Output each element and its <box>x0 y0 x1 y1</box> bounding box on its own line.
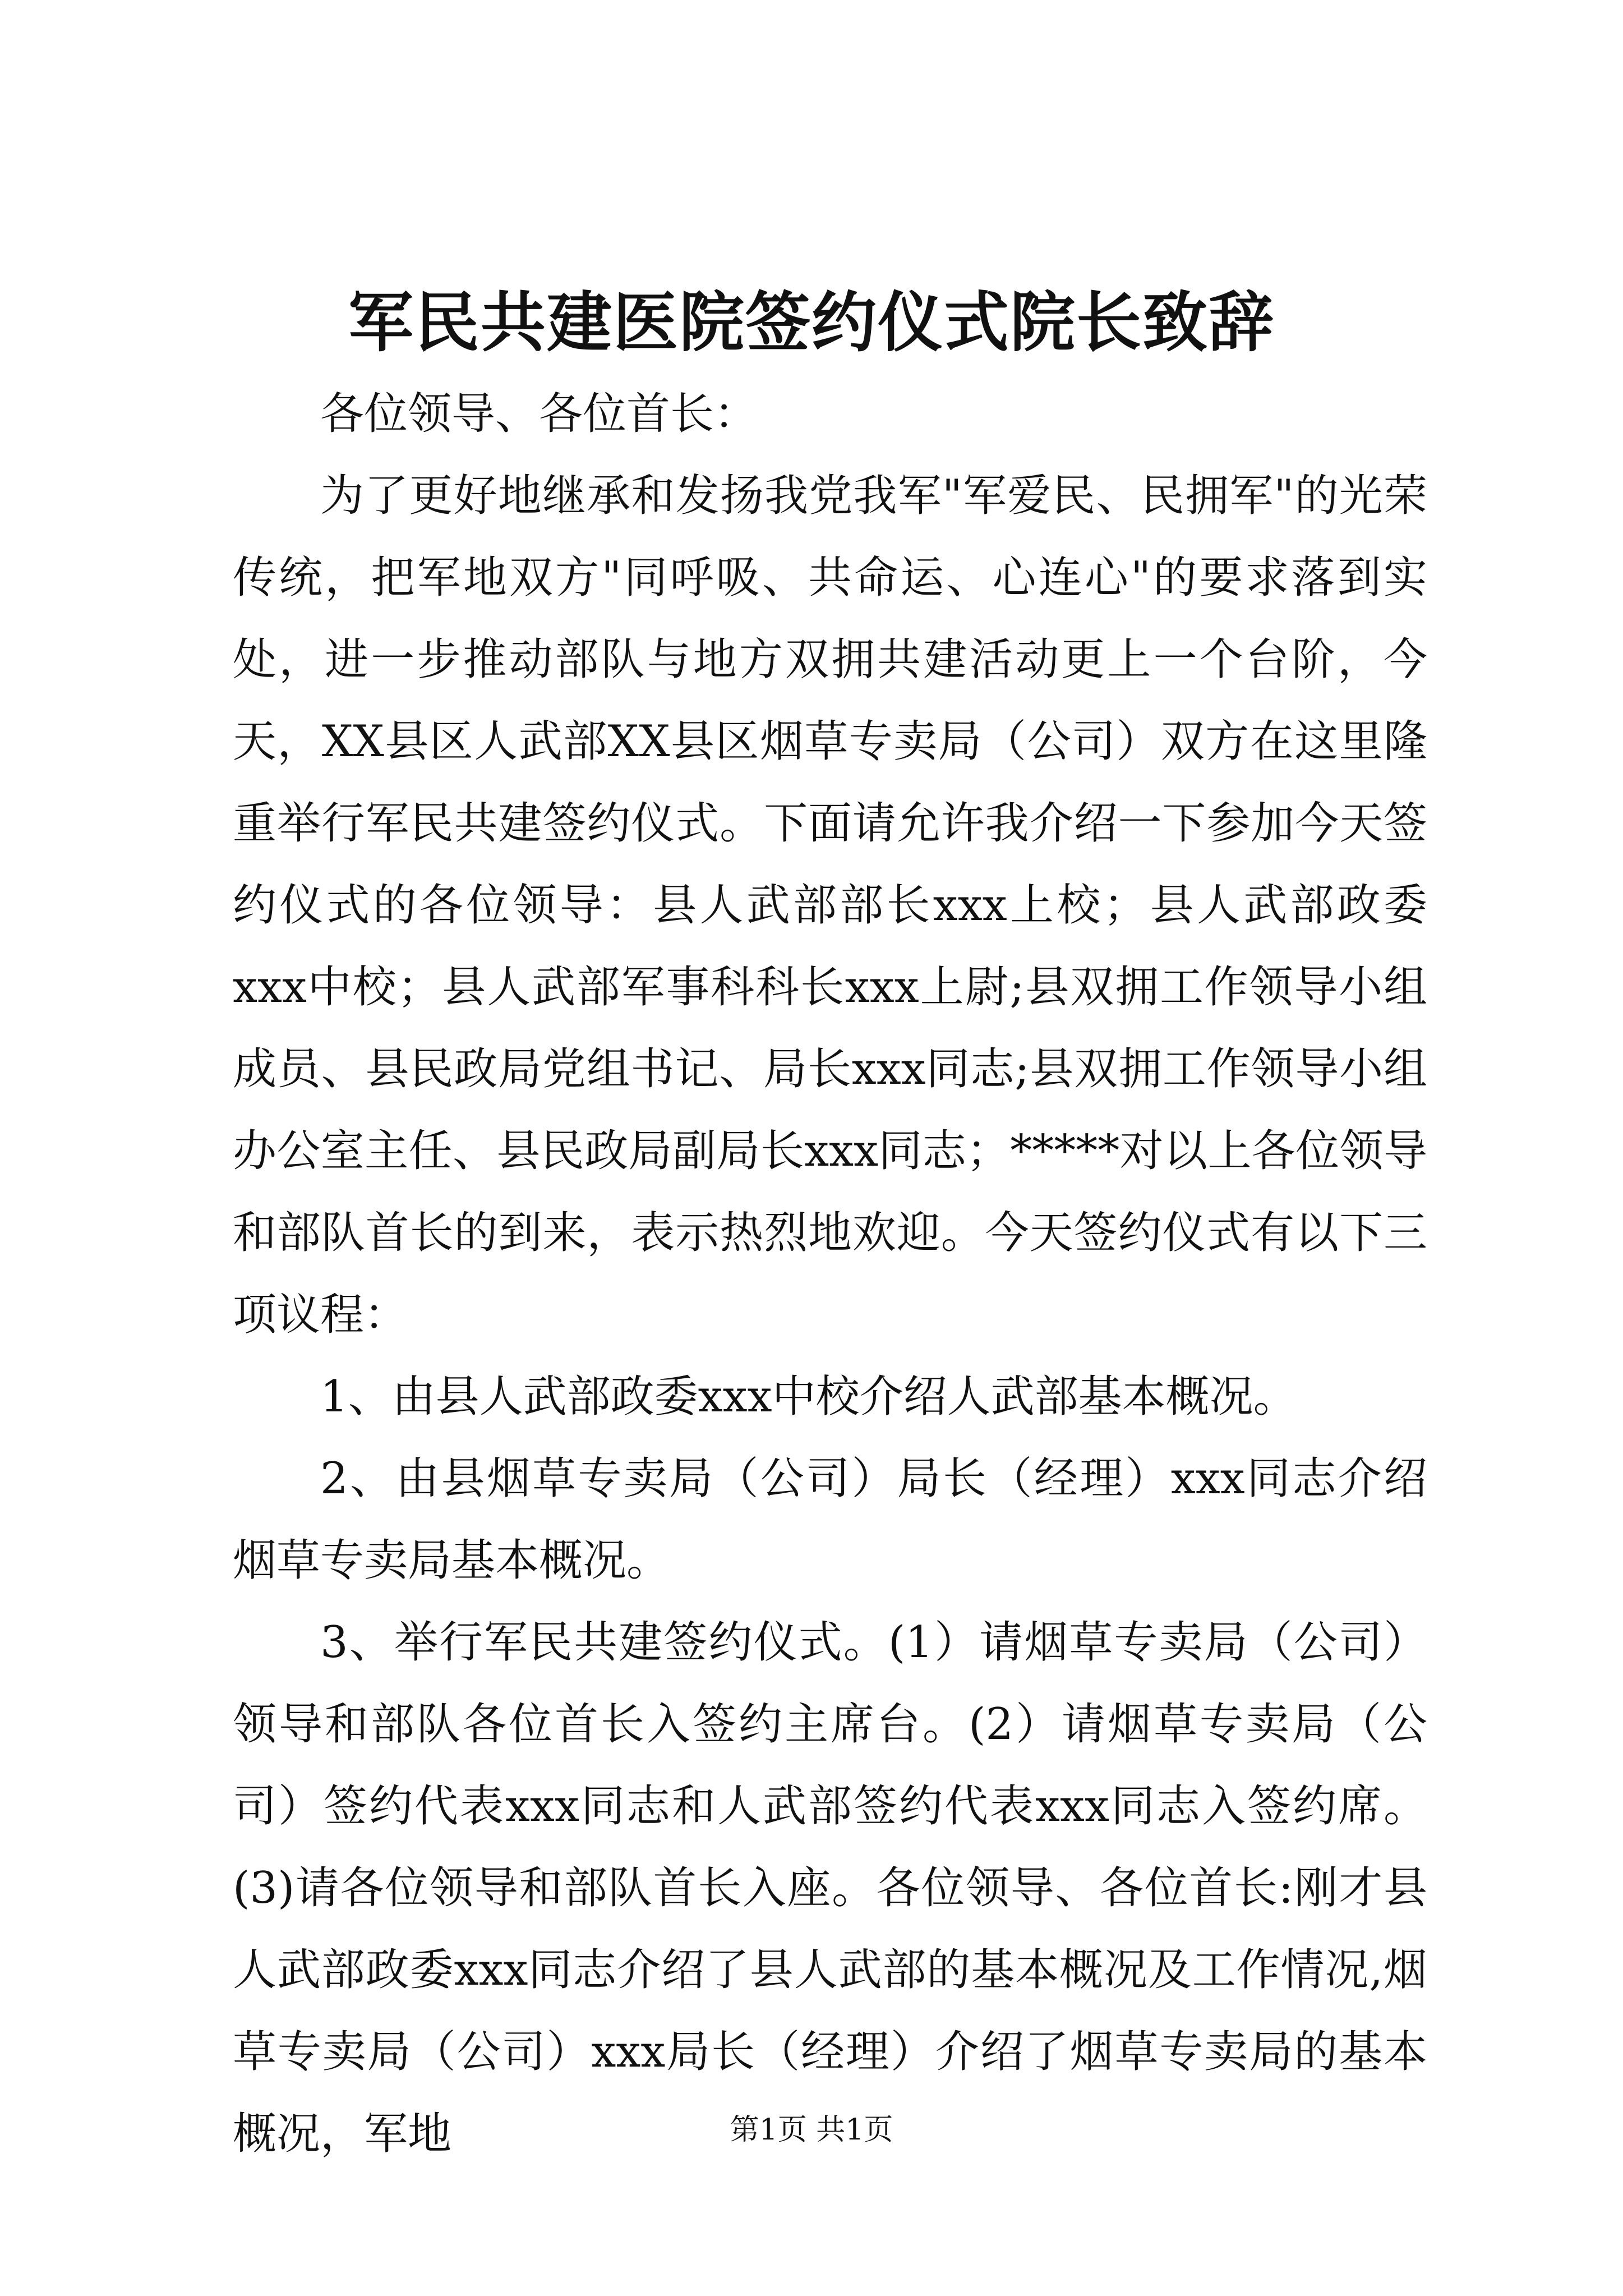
salutation-paragraph: 各位领导、各位首长： <box>320 389 758 439</box>
agenda-item-3: 3、举行军民共建签约仪式。(1）请烟草专卖局（公司）领导和部队各位首长入签约主席台。(2）请烟草专卖局（公司）签约代表xxx同志和人武部签约代表xxx同志入签约席。(3)请各位领导和部队首长入座。各位领导、各位首长:刚才县人武部政委xxx同志介绍了县人武部的基本概况及工作情况,烟草专卖局（公司）xxx局长（经理）介绍了烟草专卖局的基本概况，军地 <box>233 1617 1427 2159</box>
agenda-item-1: 1、由县人武部政委xxx中校介绍人武部基本概况。 <box>320 1372 1297 1422</box>
document-title: 军民共建医院签约仪式院长致辞 <box>348 284 1275 361</box>
page-footer: 第1页 共1页 <box>730 2113 893 2147</box>
intro-paragraph: 为了更好地继承和发扬我党我军"军爱民、民拥军"的光荣传统，把军地双方"同呼吸、共命运、心连心"的要求落到实处，进一步推动部队与地方双拥共建活动更上一个台阶，今天，XX县区人武部XX县区烟草专卖局（公司）双方在这里隆重举行军民共建签约仪式。下面请允许我介绍一下参加今天签约仪式的各位领导：县人武部部长xxx上校；县人武部政委xxx中校；县人武部军事科科长xxx上尉;县双拥工作领导小组成员、县民政局党组书记、局长xxx同志;县双拥工作领导小组办公室主任、县民政局副局长xxx同志；*****对以上各位领导和部队首长的到来，表示热烈地欢迎。今天签约仪式有以下三项议程： <box>233 471 1427 1340</box>
agenda-item-2: 2、由县烟草专卖局（公司）局长（经理）xxx同志介绍烟草专卖局基本概况。 <box>233 1453 1427 1586</box>
document-body <box>233 373 1427 2175</box>
